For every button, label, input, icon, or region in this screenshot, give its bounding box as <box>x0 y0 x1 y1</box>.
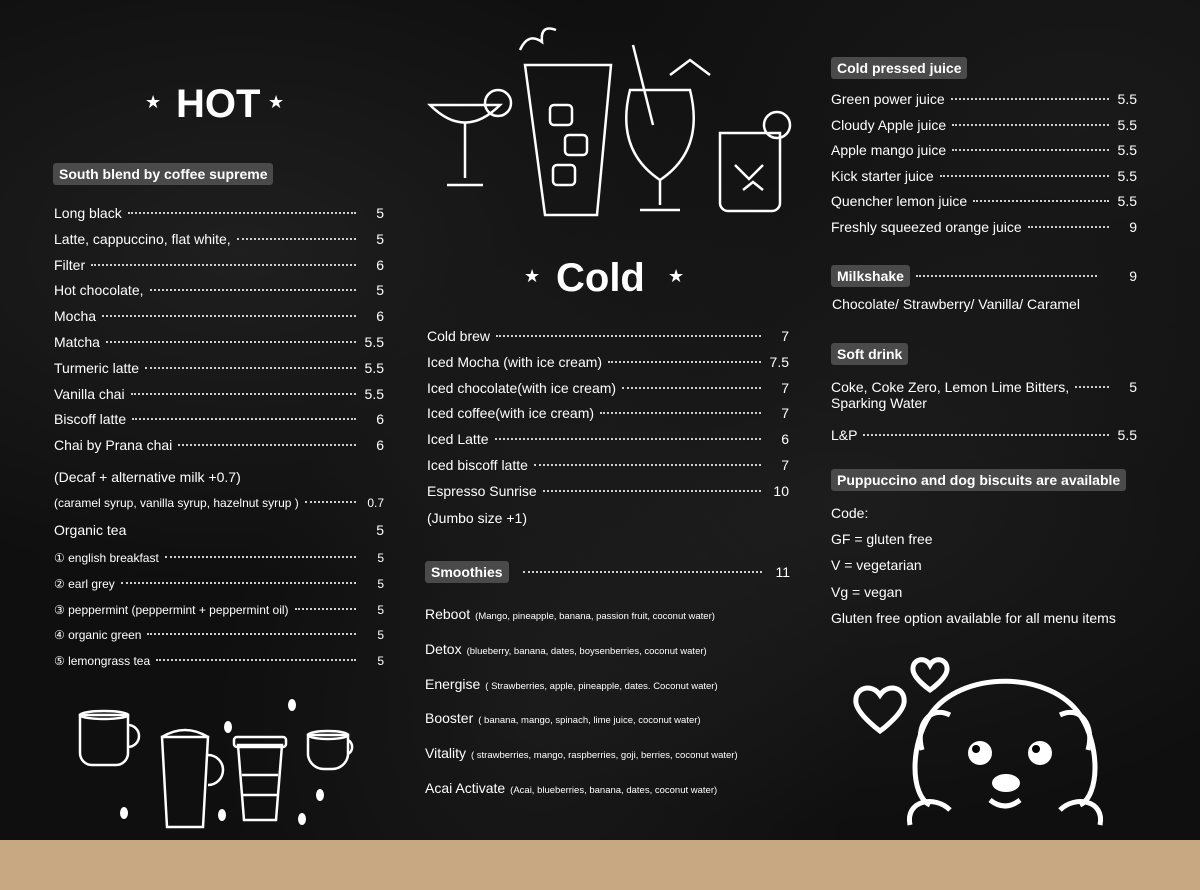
item-price: 6 <box>376 256 384 273</box>
soft-drink-line2: Sparking Water <box>831 395 927 411</box>
hot-heading: HOT <box>176 82 261 126</box>
item-name: Iced Mocha (with ice cream) <box>427 353 603 370</box>
menu-item <box>54 386 384 402</box>
smoothie-item <box>425 641 707 657</box>
item-price: 10 <box>773 482 789 499</box>
smoothie-item <box>425 676 718 692</box>
item-name: Cloudy Apple juice <box>831 116 947 133</box>
smoothie-ingredients: ( banana, mango, spinach, lime juice, coconut water) <box>478 715 701 727</box>
smoothies-row <box>425 561 790 583</box>
item-name: Matcha <box>54 334 100 350</box>
item-price: 5.5 <box>1117 427 1137 443</box>
leader-dots <box>496 335 761 337</box>
milkshake-flavours: Chocolate/ Strawberry/ Vanilla/ Caramel <box>832 296 1080 312</box>
dog-illustration <box>850 645 1135 830</box>
menu-item <box>54 282 384 298</box>
code-line: V = vegetarian <box>831 557 922 574</box>
item-price: 7 <box>781 328 789 344</box>
smoothie-item <box>425 780 717 796</box>
code-line: Gluten free option available for all menu items <box>831 609 1116 626</box>
leader-dots <box>131 393 356 395</box>
item-name: Biscoff latte <box>54 411 127 428</box>
item-name: ② earl grey <box>54 576 115 591</box>
smoothie-name: Detox <box>425 640 462 657</box>
leader-dots <box>128 212 356 214</box>
juice-section-label <box>831 57 967 79</box>
code-line: GF = gluten free <box>831 531 933 548</box>
star-icon: ★ <box>668 266 685 286</box>
item-name: ① english breakfast <box>54 551 159 565</box>
menu-item <box>831 91 1137 107</box>
organic-tea-row <box>54 522 384 538</box>
item-name: Apple mango juice <box>831 142 947 159</box>
leader-dots <box>534 464 761 466</box>
leader-dots <box>165 556 356 558</box>
leader-dots <box>102 315 356 317</box>
item-price: 5.5 <box>364 359 384 376</box>
item-name: Organic tea <box>54 522 127 538</box>
item-price: 7 <box>781 405 789 422</box>
menu-item <box>831 193 1137 209</box>
smoothie-item <box>425 745 738 761</box>
item-name: Chai by Prana chai <box>54 437 173 454</box>
item-name: Espresso Sunrise <box>427 482 537 499</box>
item-price: 9 <box>1129 268 1137 284</box>
menu-item <box>831 117 1137 133</box>
item-price: 9 <box>1129 219 1137 235</box>
leader-dots <box>523 571 762 573</box>
leader-dots <box>952 149 1109 151</box>
decaf-note: (Decaf + alternative milk +0.7) <box>54 469 241 485</box>
menu-item <box>54 231 384 247</box>
code-line: Code: <box>831 505 869 521</box>
item-name: Iced coffee(with ice cream) <box>427 405 595 422</box>
star-icon: ★ <box>524 266 541 286</box>
menu-item <box>54 577 384 591</box>
item-name: Iced Latte <box>427 431 489 448</box>
item-price: 5.5 <box>1117 193 1137 210</box>
item-name: Vanilla chai <box>54 385 125 402</box>
star-icon: ★ <box>145 92 162 112</box>
item-price: 5 <box>377 602 384 617</box>
leader-dots <box>622 387 761 389</box>
leader-dots <box>132 418 356 420</box>
menu-item <box>831 168 1137 184</box>
item-name: ⑤ lemongrass tea <box>54 654 151 669</box>
item-price: 5 <box>376 205 384 221</box>
item-name: Green power juice <box>831 91 945 107</box>
leader-dots <box>973 200 1109 202</box>
item-price: 5 <box>377 654 384 669</box>
item-price: 5 <box>1129 379 1137 395</box>
leader-dots <box>863 434 1109 436</box>
item-name: L&P <box>831 427 858 443</box>
menu-item <box>54 205 384 221</box>
code-line: Vg = vegan <box>831 583 903 600</box>
item-name: ④ organic green <box>54 628 142 643</box>
smoothie-ingredients: ( Strawberries, apple, pineapple, dates. Coconut water) <box>485 680 718 692</box>
menu-item <box>427 431 789 447</box>
leader-dots <box>951 98 1109 100</box>
star-icon: ★ <box>268 92 285 112</box>
leader-dots <box>608 361 761 363</box>
leader-dots <box>1028 226 1109 228</box>
leader-dots <box>543 490 761 492</box>
menu-item <box>54 360 384 376</box>
item-name: Iced biscoff latte <box>427 457 528 473</box>
leader-dots <box>916 275 1097 277</box>
menu-item <box>54 334 384 350</box>
item-price: 5 <box>377 551 384 565</box>
section-tag: Puppuccino and dog biscuits are available <box>831 469 1126 491</box>
item-price: 6 <box>376 308 384 325</box>
menu-item <box>54 308 384 324</box>
leader-dots <box>150 289 357 291</box>
menu-item <box>54 411 384 427</box>
menu-item <box>54 257 384 273</box>
menu-item <box>54 603 384 617</box>
leader-dots <box>600 412 761 414</box>
item-price: 6 <box>376 437 384 454</box>
leader-dots <box>940 175 1109 177</box>
item-name: Freshly squeezed orange juice <box>831 219 1022 235</box>
milkshake-row <box>831 265 1137 287</box>
item-price: 5 <box>377 628 384 643</box>
item-name: Latte, cappuccino, flat white, <box>54 230 231 247</box>
soft-drink-section-label <box>831 343 908 365</box>
item-name: Cold brew <box>427 328 491 344</box>
item-price: 5 <box>376 230 384 247</box>
item-price: 7 <box>781 457 789 473</box>
smoothie-ingredients: (Mango, pineapple, banana, passion fruit, coconut water) <box>475 611 715 622</box>
leader-dots <box>1075 386 1109 388</box>
item-name: Iced chocolate(with ice cream) <box>427 379 617 396</box>
menu-item <box>427 483 789 499</box>
smoothie-ingredients: (blueberry, banana, dates, boysenberries, coconut water) <box>466 645 707 657</box>
leader-dots <box>495 438 762 440</box>
leader-dots <box>156 659 356 661</box>
smoothie-ingredients: (Acai, blueberries, banana, dates, coconut water) <box>510 785 718 796</box>
leader-dots <box>295 608 356 610</box>
item-price: 5.5 <box>1117 142 1137 159</box>
item-price: 5.5 <box>1117 167 1137 184</box>
item-name: Hot chocolate, <box>54 282 144 299</box>
item-name: Kick starter juice <box>831 167 934 184</box>
leader-dots <box>121 582 356 584</box>
hot-section-label <box>53 163 273 185</box>
leader-dots <box>106 341 356 343</box>
smoothie-name: Reboot <box>425 606 471 622</box>
menu-item <box>427 457 789 473</box>
syrup-row <box>54 496 384 510</box>
menu-item <box>54 437 384 453</box>
leader-dots <box>305 501 356 503</box>
section-tag: Cold pressed juice <box>831 57 967 79</box>
jumbo-note: (Jumbo size +1) <box>427 510 527 526</box>
item-name: (caramel syrup, vanilla syrup, hazelnut syrup ) <box>54 496 299 510</box>
leader-dots <box>237 238 356 240</box>
hot-cups-illustration <box>70 695 360 830</box>
item-price: 5.5 <box>1117 116 1137 133</box>
item-name: Long black <box>54 205 122 221</box>
item-price: 5.5 <box>364 385 384 402</box>
smoothie-item <box>425 710 701 726</box>
leader-dots <box>952 124 1109 126</box>
section-tag: South blend by coffee supreme <box>53 163 273 185</box>
menu-item <box>831 219 1137 235</box>
item-name: Mocha <box>54 308 97 325</box>
smoothie-name: Acai Activate <box>425 780 506 796</box>
menu-item <box>427 354 789 370</box>
leader-dots <box>145 367 356 369</box>
leader-dots <box>91 264 356 266</box>
menu-item <box>427 405 789 421</box>
section-tag: Soft drink <box>831 343 908 365</box>
menu-item <box>831 142 1137 158</box>
menu-item <box>427 380 789 396</box>
item-name: Filter <box>54 256 86 273</box>
item-name: Coke, Coke Zero, Lemon Lime Bitters, <box>831 379 1070 395</box>
item-price: 5 <box>376 522 384 538</box>
menu-item <box>54 628 384 642</box>
section-tag: Smoothies <box>425 561 509 583</box>
leader-dots <box>147 633 356 635</box>
menu-item <box>54 551 384 565</box>
smoothie-name: Energise <box>425 675 481 692</box>
item-price: 7 <box>781 379 789 396</box>
section-tag: Milkshake <box>831 265 910 287</box>
puppuccino-label <box>831 469 1126 491</box>
bottom-strip <box>0 840 1200 890</box>
item-price: 6 <box>376 411 384 428</box>
item-price: 5 <box>377 576 384 591</box>
item-price: 7.5 <box>769 353 789 370</box>
smoothie-ingredients: ( strawberries, mango, raspberries, goji, berries, coconut water) <box>470 750 738 762</box>
smoothie-item <box>425 606 715 622</box>
lp-row <box>831 427 1137 443</box>
item-price: 6 <box>781 431 789 448</box>
menu-item <box>427 328 789 344</box>
smoothie-name: Vitality <box>425 745 466 762</box>
item-price: 5 <box>376 282 384 299</box>
item-price: 5.5 <box>1117 91 1137 107</box>
leader-dots <box>178 444 356 446</box>
smoothie-name: Booster <box>425 710 474 727</box>
item-name: ③ peppermint (peppermint + peppermint oil) <box>54 602 289 617</box>
item-name: Quencher lemon juice <box>831 193 968 210</box>
cold-heading: Cold <box>556 256 645 300</box>
item-price: 11 <box>775 564 790 580</box>
soft-drink-row <box>831 379 1137 395</box>
cold-drinks-illustration <box>425 15 805 220</box>
item-name: Turmeric latte <box>54 359 140 376</box>
item-price: 0.7 <box>367 496 384 510</box>
menu-item <box>54 654 384 668</box>
item-price: 5.5 <box>364 334 384 350</box>
